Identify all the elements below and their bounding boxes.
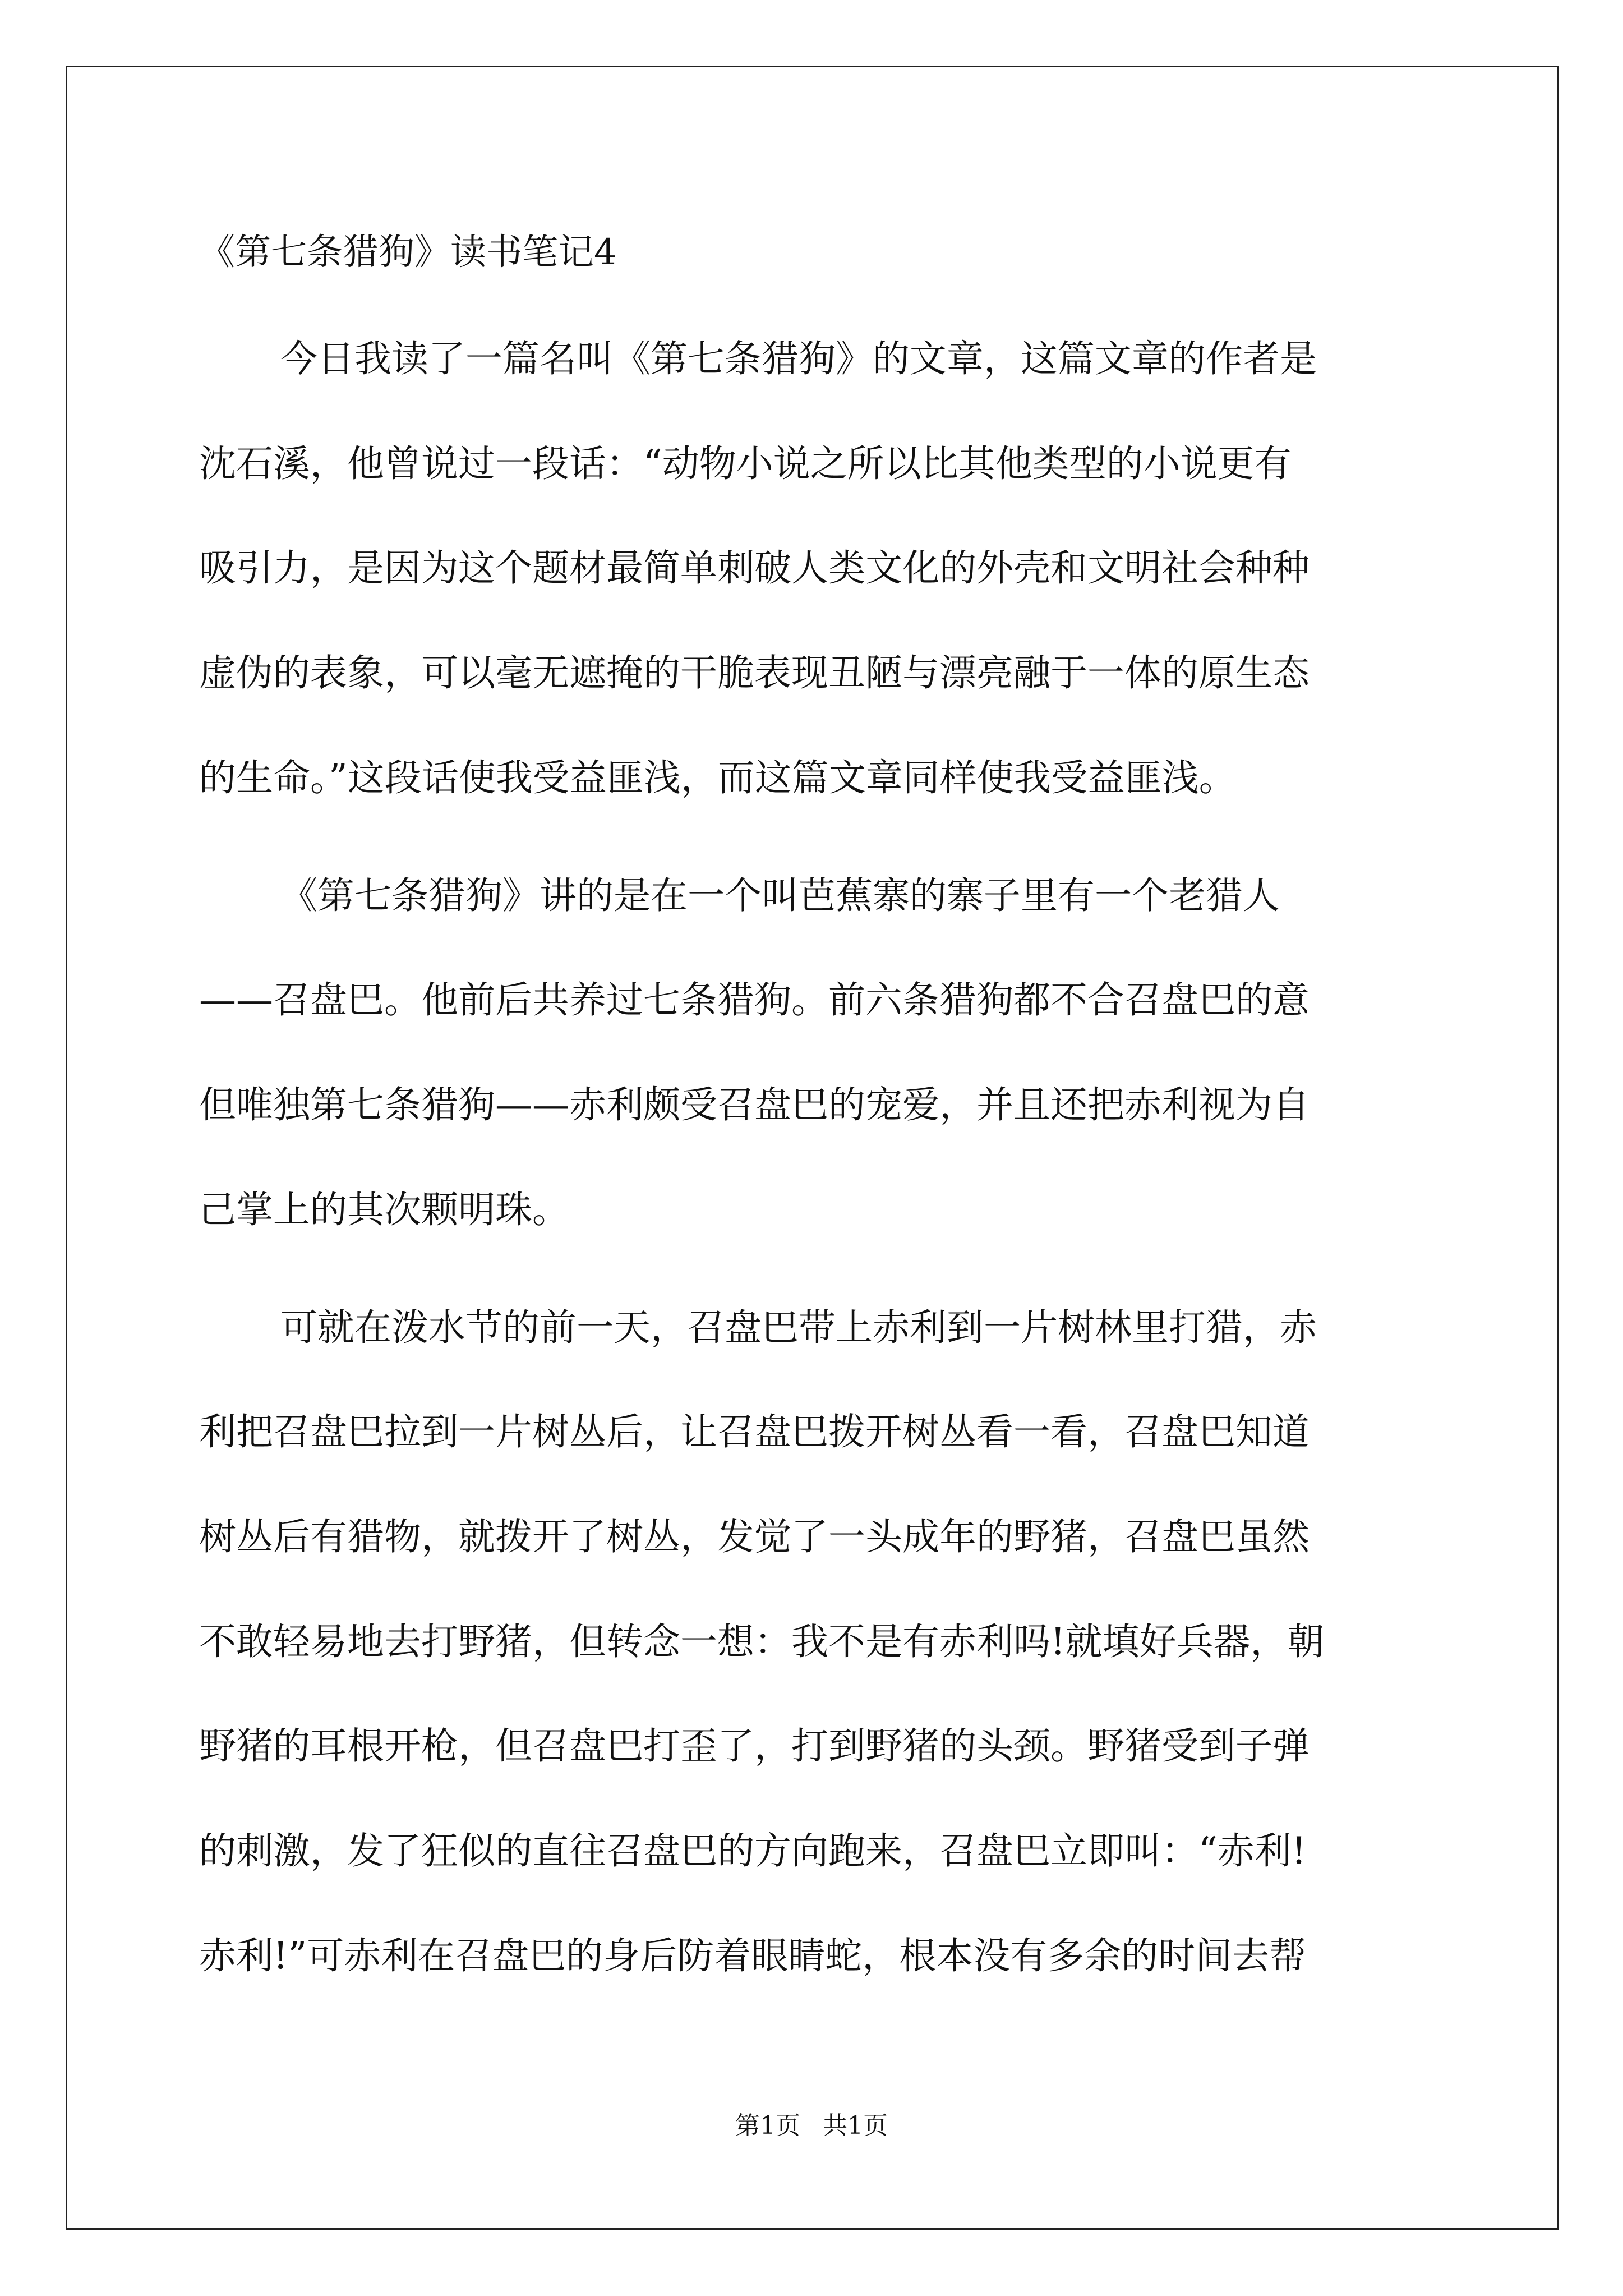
page-footer bbox=[0, 2109, 1623, 2143]
paragraph-2-line-1: 《第七条猎狗》讲的是在一个叫芭蕉寨的寨子里有一个老猎人 bbox=[280, 874, 1280, 917]
paragraph-1-line-2: 沈石溪，他曾说过一段话：“动物小说之所以比其他类型的小说更有 bbox=[199, 442, 1292, 485]
paragraph-3-line-6: 的刺激，发了狂似的直往召盘巴的方向跑来，召盘巴立即叫：“赤利! bbox=[199, 1829, 1307, 1872]
paragraph-3-line-3: 树丛后有猎物，就拨开了树丛，发觉了一头成年的野猪，召盘巴虽然 bbox=[199, 1515, 1310, 1558]
paragraph-3-line-5: 野猪的耳根开枪，但召盘巴打歪了，打到野猪的头颈。野猪受到子弹 bbox=[199, 1724, 1310, 1768]
paragraph-2-line-3: 但唯独第七条猎狗——赤利颇受召盘巴的宠爱，并且还把赤利视为自 bbox=[199, 1083, 1310, 1126]
page-number: 第1页 bbox=[735, 2111, 800, 2140]
paragraph-1-line-3: 吸引力，是因为这个题材最简单刺破人类文化的外壳和文明社会种种 bbox=[199, 546, 1310, 590]
paragraph-2-line-4: 己掌上的其次颗明珠。 bbox=[199, 1188, 569, 1231]
paragraph-3-line-1: 可就在泼水节的前一天，召盘巴带上赤利到一片树林里打猎，赤 bbox=[280, 1306, 1317, 1349]
paragraph-1-line-5: 的生命。”这段话使我受益匪浅，而这篇文章同样使我受益匪浅。 bbox=[199, 756, 1236, 799]
paragraph-1-line-4: 虚伪的表象，可以毫无遮掩的干脆表现丑陋与漂亮融于一体的原生态 bbox=[199, 651, 1310, 694]
document-title: 《第七条猎狗》读书笔记4 bbox=[199, 232, 617, 273]
paragraph-3-line-2: 利把召盘巴拉到一片树丛后，让召盘巴拨开树丛看一看，召盘巴知道 bbox=[199, 1410, 1310, 1453]
paragraph-3-line-7: 赤利!”可赤利在召盘巴的身后防着眼睛蛇，根本没有多余的时间去帮 bbox=[199, 1934, 1307, 1977]
paragraph-3-line-4: 不敢轻易地去打野猪，但转念一想：我不是有赤利吗!就填好兵器，朝 bbox=[199, 1620, 1325, 1663]
page-border bbox=[66, 66, 1559, 2230]
page-total: 共1页 bbox=[823, 2111, 888, 2140]
paragraph-1-line-1: 今日我读了一篇名叫《第七条猎狗》的文章，这篇文章的作者是 bbox=[280, 337, 1317, 380]
paragraph-2-line-2: ——召盘巴。他前后共养过七条猎狗。前六条猎狗都不合召盘巴的意 bbox=[199, 978, 1310, 1022]
